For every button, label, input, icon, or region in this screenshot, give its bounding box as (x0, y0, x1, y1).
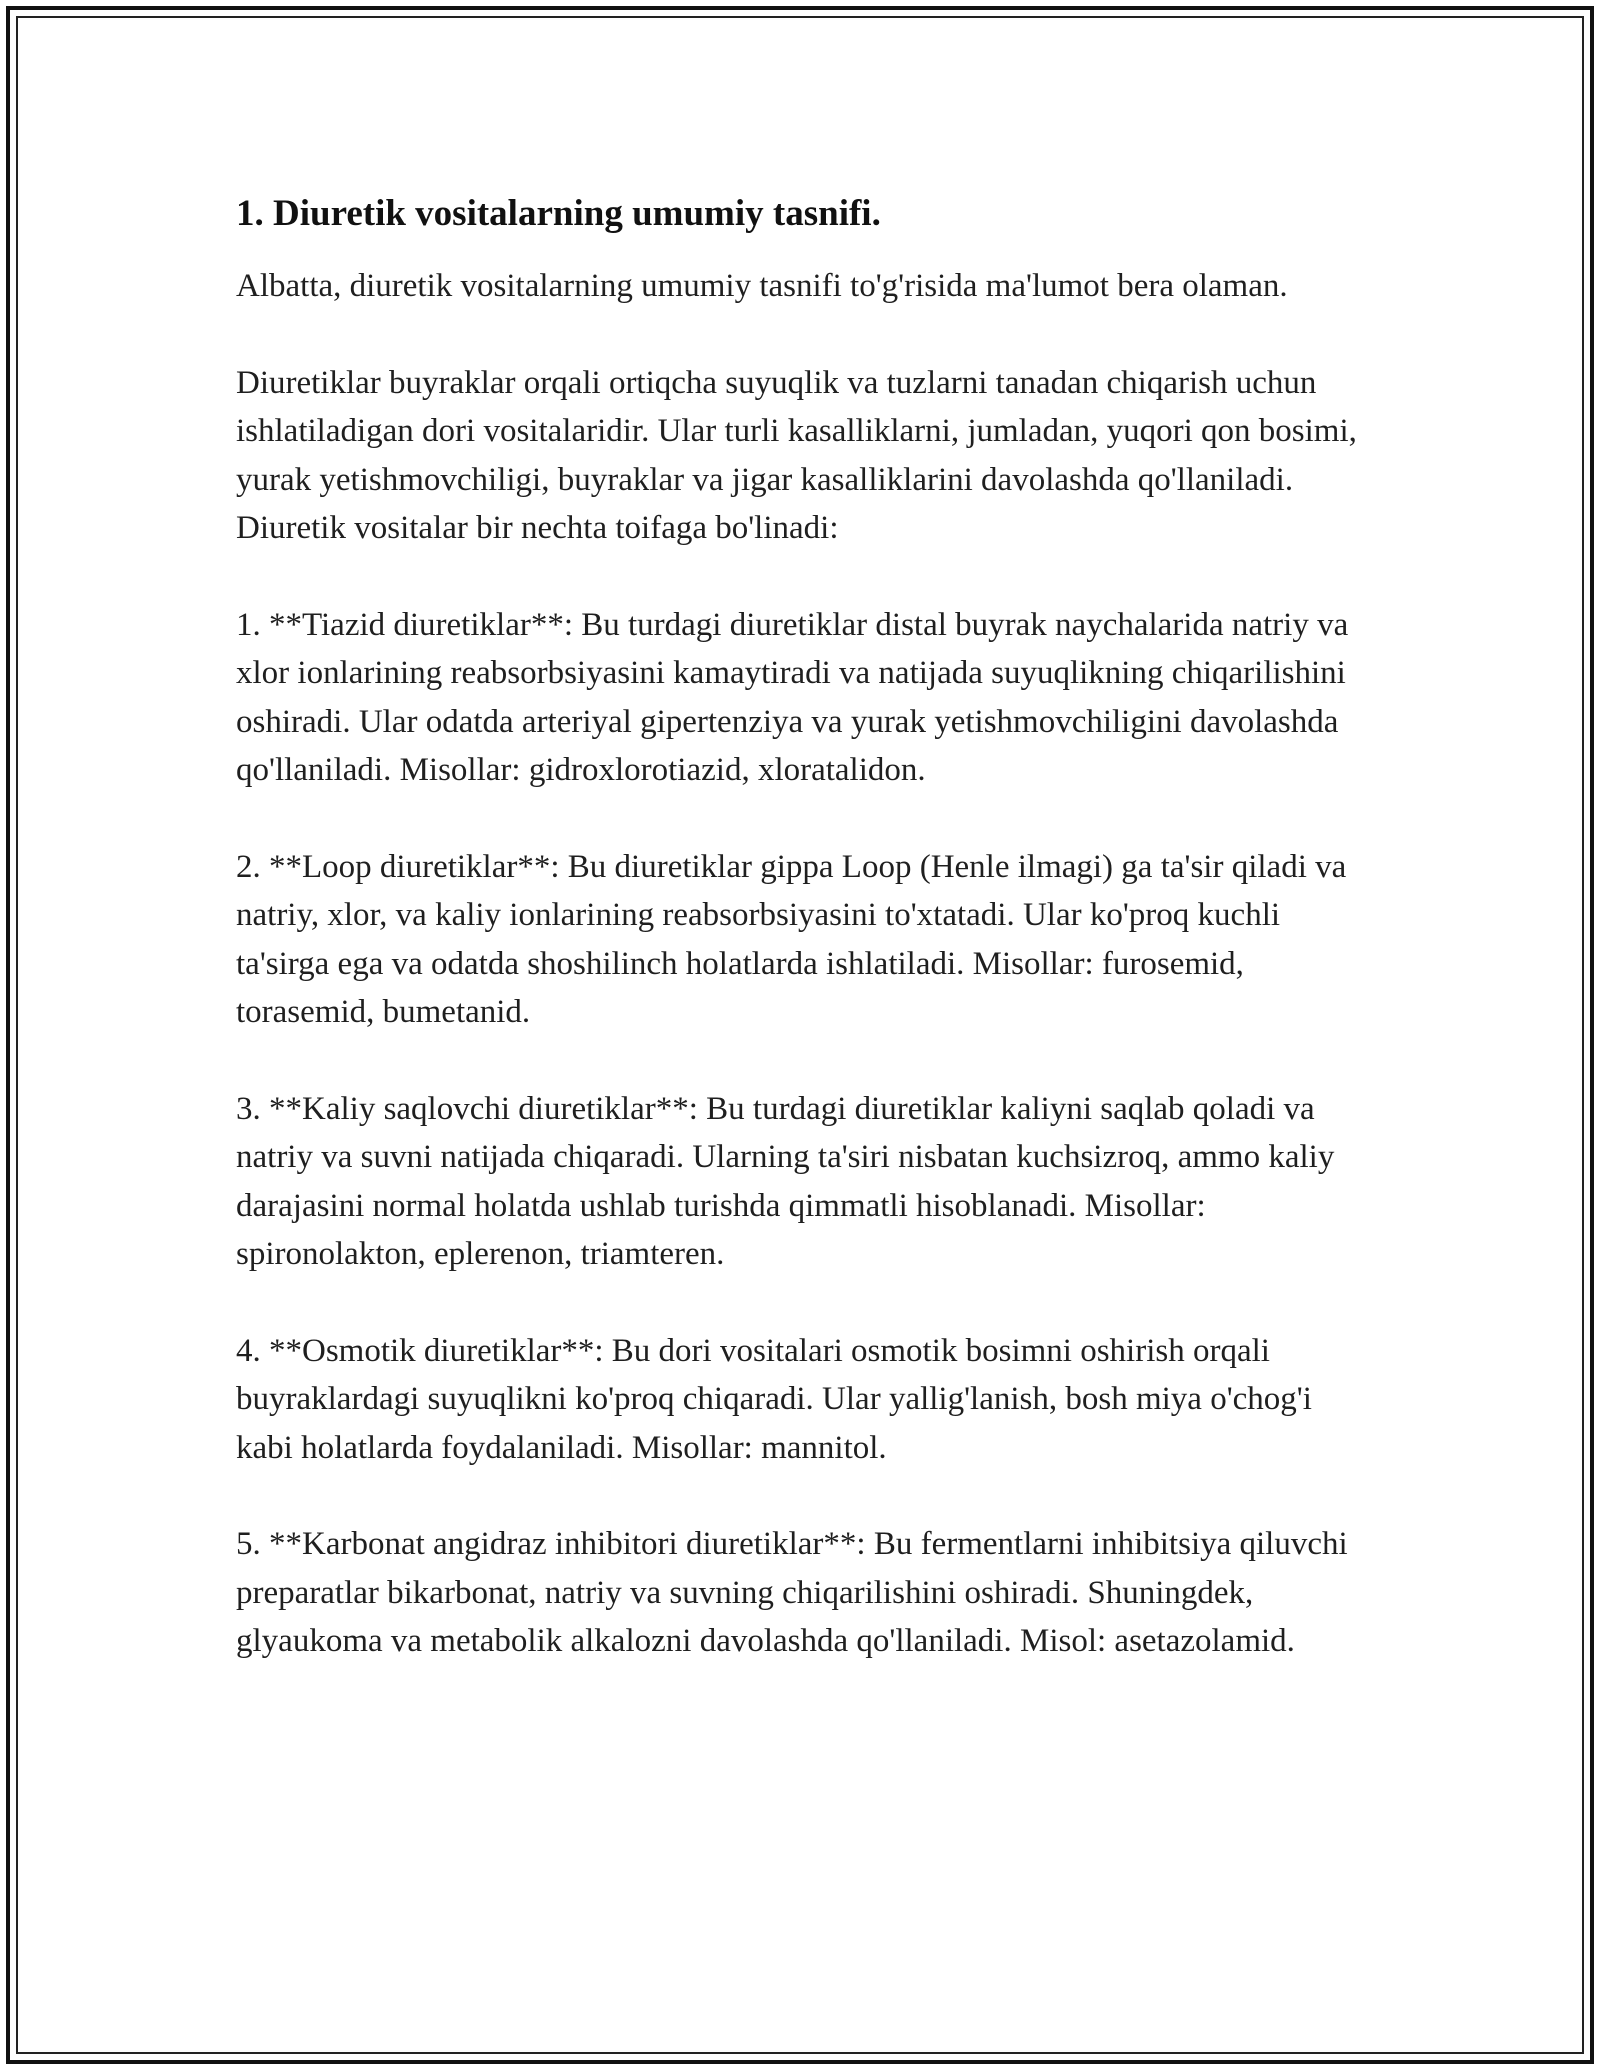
list-item-carbonic-anhydrase: 5. **Karbonat angidraz inhibitori diuretiklar**: Bu fermentlarni inhibitsiya qiluvchi preparatlar bikarbonat, natriy va suvning chiqarilishini oshiradi. Shuningdek, glyaukoma va metabolik alkalozni davolashda qo'llaniladi. Misol: asetazolamid. (236, 1526, 1348, 1660)
intro-paragraph: Albatta, diuretik vositalarning umumiy tasnifi to'g'risida ma'lumot bera olaman. (236, 268, 1288, 304)
list-item-loop: 2. **Loop diuretiklar**: Bu diuretiklar gippa Loop (Henle ilmagi) ga ta'sir qiladi va natriy, xlor, va kaliy ionlarining reabsorbsiyasini to'xtatadi. Ular ko'proq kuchli ta'sirga ega va odatda shoshilinch holatlarda ishlatiladi. Misollar: furosemid, torasemid, bumetanid. (236, 848, 1347, 1031)
document-body (236, 190, 1376, 1714)
overview-paragraph: Diuretiklar buyraklar orqali ortiqcha suyuqlik va tuzlarni tanadan chiqarish uchun ishlatiladigan dori vositalaridir. Ular turli kasalliklarni, jumladan, yuqori qon bosimi, yurak yetishmovchiligi, buyraklar va jigar kasalliklarini davolashda qo'llaniladi. Diuretik vositalar bir nechta toifaga bo'linadi: (236, 364, 1357, 547)
list-item-potassium-sparing: 3. **Kaliy saqlovchi diuretiklar**: Bu turdagi diuretiklar kaliyni saqlab qoladi va natriy va suvni natijada chiqaradi. Ularning ta'siri nisbatan kuchsizroq, ammo kaliy darajasini normal holatda ushlab turishda qimmatli hisoblanadi. Misollar: spironolakton, eplerenon, triamteren. (236, 1090, 1335, 1273)
list-item-osmotic: 4. **Osmotik diuretiklar**: Bu dori vositalari osmotik bosimni oshirish orqali buyraklardagi suyuqlikni ko'proq chiqaradi. Ular yallig'lanish, bosh miya o'chog'i kabi holatlarda foydalaniladi. Misollar: mannitol. (236, 1332, 1312, 1466)
list-item-thiazide: 1. **Tiazid diuretiklar**: Bu turdagi diuretiklar distal buyrak naychalarida natriy va xlor ionlarining reabsorbsiyasini kamaytiradi va natijada suyuqlikning chiqarilishini oshiradi. Ular odatda arteriyal gipertenziya va yurak yetishmovchiligini davolashda qo'llaniladi. Misollar: gidroxlorotiazid, xloratalidon. (236, 606, 1349, 789)
document-title: 1. Diuretik vositalarning umumiy tasnifi. (236, 193, 881, 234)
